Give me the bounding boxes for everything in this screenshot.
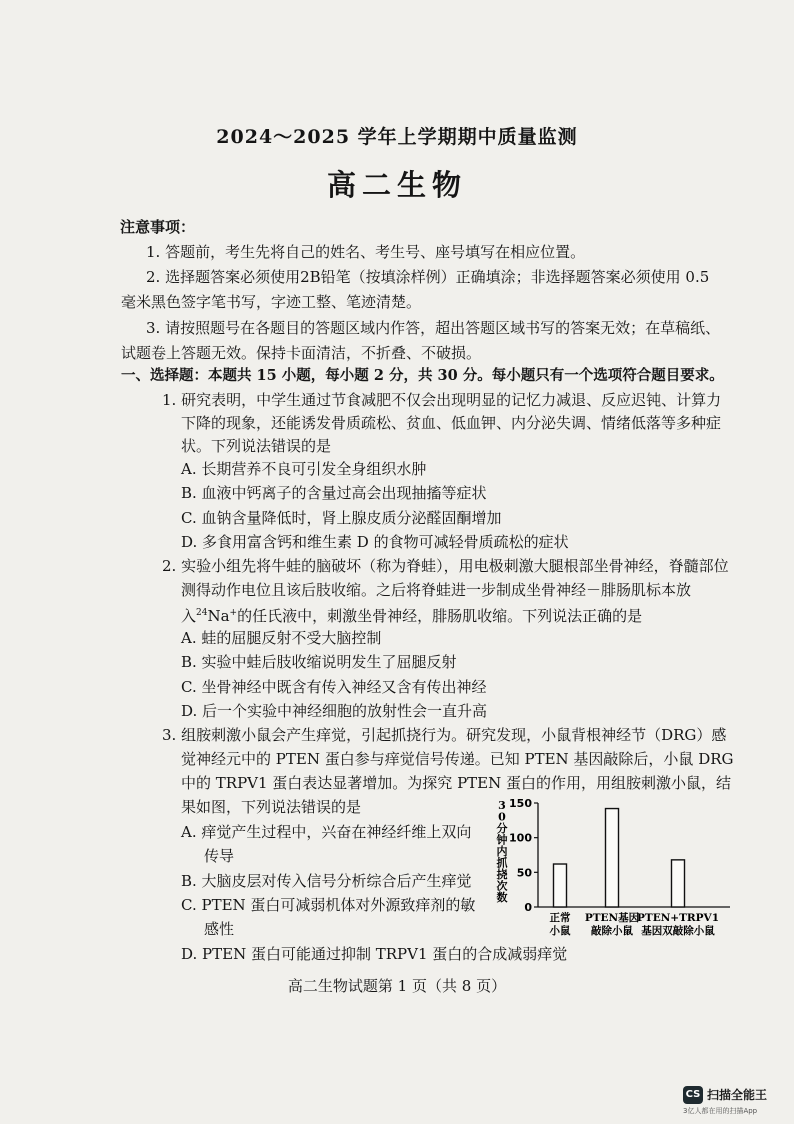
chart-y-axis-label-char: 次 — [496, 879, 508, 893]
chart-bar — [554, 864, 567, 907]
q2-option-b: B. 实验中蛙后肢收缩说明发生了屈腿反射 — [181, 653, 457, 671]
q3-option-c-line2: 感性 — [204, 920, 235, 938]
q1-option-c: C. 血钠含量降低时，肾上腺皮质分泌醛固酮增加 — [181, 509, 502, 527]
scanner-app-name: 扫描全能王 — [707, 1088, 768, 1102]
chart-y-axis-label-char: 0 — [498, 810, 506, 824]
q3-option-a-line1: A. 痒觉产生过程中，兴奋在神经纤维上双向 — [181, 823, 472, 841]
scratch-count-bar-chart — [490, 795, 735, 945]
notice-item-3-line1: 3. 请按照题号在各题目的答题区域内作答，超出答题区域书写的答案无效；在草稿纸、 — [146, 319, 721, 337]
scanner-tagline: 3亿人都在用的扫描App — [683, 1107, 758, 1115]
notice-item-3-line2: 试题卷上答题无效。保持卡面清洁，不折叠、不破损。 — [121, 344, 482, 362]
q2-stem-line2: 测得动作电位且该后肢收缩。之后将脊蛙进一步制成坐骨神经－腓肠肌标本放 — [181, 581, 692, 599]
notice-item-2-line1: 2. 选择题答案必须使用2B铅笔（按填涂样例）正确填涂；非选择题答案必须使用 0.5 — [146, 268, 710, 286]
q3-option-b: B. 大脑皮层对传入信号分析综合后产生痒觉 — [181, 872, 472, 890]
q1-option-a: A. 长期营养不良可引发全身组织水肿 — [181, 460, 427, 478]
chart-y-axis-label-char: 内 — [496, 845, 508, 858]
chart-y-tick-label: 50 — [516, 866, 532, 880]
chart-y-axis-label — [496, 799, 508, 904]
chart-x-category-label: 正常 — [549, 912, 571, 924]
chart-y-axis-label-char: 挠 — [496, 868, 508, 881]
q2-option-d: D. 后一个实验中神经细胞的放射性会一直升高 — [181, 702, 488, 720]
q2-stem-line1: 2. 实验小组先将牛蛙的脑破坏（称为脊蛙），用电极刺激大腿根部坐骨神经，脊髓部位 — [162, 557, 729, 575]
chart-x-category-label: 敲除小鼠 — [591, 925, 633, 937]
notice-item-2-line2: 毫米黑色签字笔书写，字迹工整、笔迹清楚。 — [121, 293, 422, 311]
section-heading: 一、选择题：本题共 15 小题，每小题 2 分，共 30 分。每小题只有一个选项符合题目要求。 — [121, 367, 724, 384]
chart-bar — [606, 809, 619, 907]
scanner-watermark — [683, 1084, 783, 1118]
q1-stem-line3: 状。下列说法错误的是 — [181, 437, 332, 455]
chart-bar — [672, 860, 685, 907]
q3-stem-line1: 3. 组胺刺激小鼠会产生痒觉，引起抓挠行为。研究发现，小鼠背根神经节（DRG）感 — [162, 726, 727, 744]
chart-x-category-label: PTEN+TRPV1 — [637, 912, 719, 924]
q3-option-c-line1: C. PTEN 蛋白可减弱机体对外源致痒剂的敏 — [181, 896, 476, 914]
q1-option-d: D. 多食用富含钙和维生素 D 的食物可减轻骨质疏松的症状 — [181, 533, 569, 551]
chart-y-axis-label-char: 钟 — [496, 833, 508, 847]
q2-stem-line3: 入$^{24}$Na+的任氏液中，刺激坐骨神经，腓肠肌收缩。下列说法正确的是 — [181, 607, 643, 625]
q1-option-b: B. 血液中钙离子的含量过高会出现抽搐等症状 — [181, 484, 487, 502]
notice-item-1: 1. 答题前，考生先将自己的姓名、考生号、座号填写在相应位置。 — [146, 243, 586, 261]
exam-title: 2024～2025 学年上学期期中质量监测 — [216, 126, 578, 148]
q3-stem-line3: 中的 TRPV1 蛋白表达显著增加。为探究 PTEN 蛋白的作用，用组胺刺激小鼠，结 — [181, 774, 732, 792]
notice-heading: 注意事项： — [120, 218, 196, 236]
chart-y-axis-label-char: 分 — [496, 822, 508, 835]
q2-option-c: C. 坐骨神经中既含有传入神经又含有传出神经 — [181, 678, 487, 696]
q1-stem-line1: 1. 研究表明，中学生通过节食减肥不仅会出现明显的记忆力减退、反应迟钝、计算力 — [162, 391, 722, 409]
chart-y-axis-label-char: 抓 — [496, 856, 508, 870]
q3-option-d: D. PTEN 蛋白可能通过抑制 TRPV1 蛋白的合成减弱痒觉 — [181, 945, 568, 963]
camscanner-logo-icon: CS — [683, 1086, 703, 1104]
q2-option-a: A. 蛙的屈腿反射不受大脑控制 — [181, 629, 382, 647]
page-footer: 高二生物试题第 1 页（共 8 页） — [287, 977, 507, 995]
subject-title: 高二生物 — [326, 168, 467, 202]
q3-stem-line2: 觉神经元中的 PTEN 蛋白参与痒觉信号传递。已知 PTEN 基因敲除后，小鼠 DRG — [181, 750, 734, 768]
chart-y-tick-label: 0 — [524, 901, 532, 914]
chart-y-axis-label-char: 数 — [496, 891, 508, 904]
chart-y-tick-label: 100 — [509, 831, 532, 845]
q3-stem-line4: 果如图，下列说法错误的是 — [181, 798, 362, 816]
chart-y-tick-label: 150 — [509, 797, 532, 810]
chart-x-category-label: PTEN基因 — [584, 912, 640, 924]
chart-y-axis-label-char: 3 — [498, 799, 506, 812]
chart-x-category-label: 基因双敲除小鼠 — [641, 925, 715, 937]
chart-x-category-label: 小鼠 — [549, 925, 571, 937]
q3-option-a-line2: 传导 — [204, 847, 235, 865]
q1-stem-line2: 下降的现象，还能诱发骨质疏松、贫血、低血钾、内分泌失调、情绪低落等多种症 — [181, 414, 722, 432]
